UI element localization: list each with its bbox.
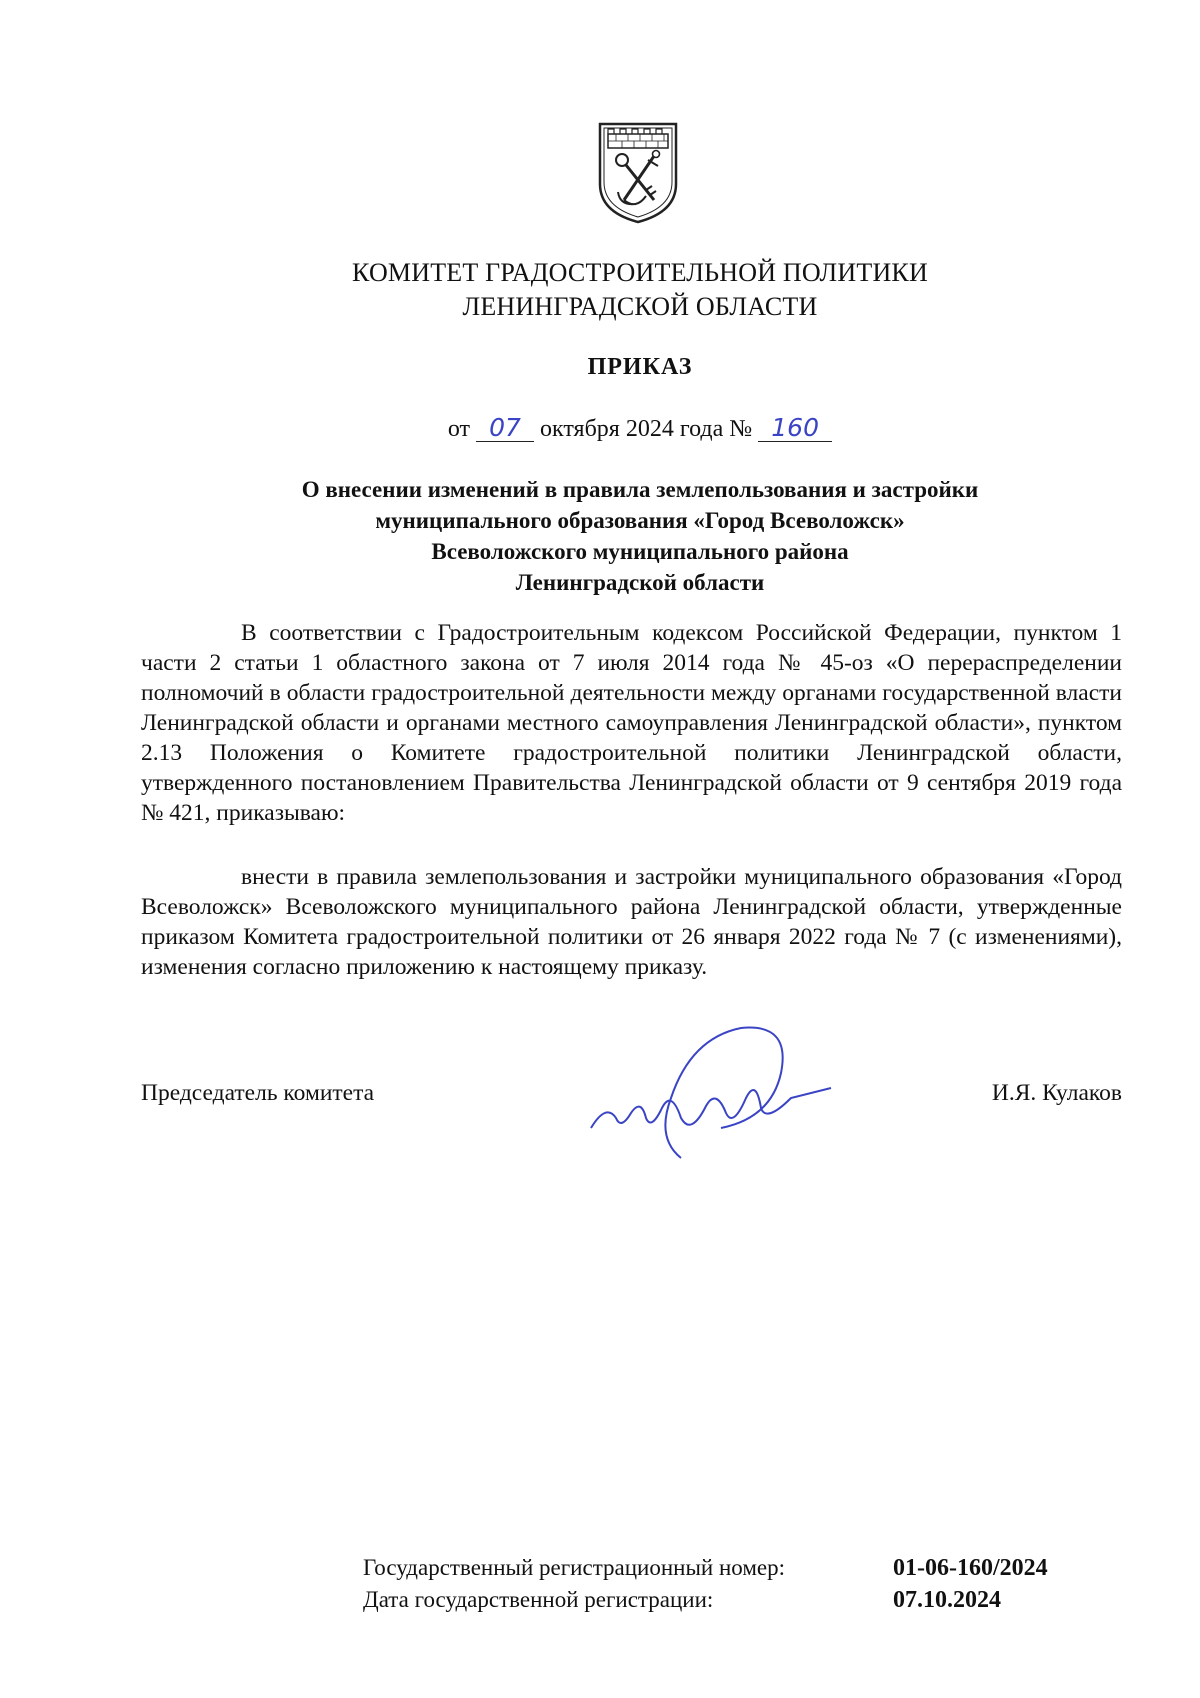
date-day: 07 bbox=[476, 415, 534, 442]
date-prefix: от bbox=[447, 416, 471, 442]
paragraph-text: внести в правила землепользования и застройки муниципального образования «Город Всеволожск» Всеволожского муниципального района Ленинградской области, утвержденные приказом Комитета градостроительной политики от 26 января 2022 года № 7 (с изменениями), изменения согласно приложению к настоящему приказу. bbox=[141, 864, 1122, 980]
registration-date-row bbox=[363, 1587, 1001, 1614]
committee-name-line2: ЛЕНИНГРАДСКОЙ ОБЛАСТИ bbox=[462, 292, 818, 321]
registration-number-value: 01-06-160/2024 bbox=[893, 1555, 1048, 1581]
committee-name-line1: КОМИТЕТ ГРАДОСТРОИТЕЛЬНОЙ ПОЛИТИКИ bbox=[352, 258, 928, 287]
body-paragraph-1 bbox=[141, 618, 1122, 828]
document-title bbox=[0, 474, 1200, 598]
registration-date-label: Дата государственной регистрации: bbox=[363, 1587, 714, 1612]
registration-number-label: Государственный регистрационный номер: bbox=[363, 1555, 786, 1580]
title-line: Всеволожского муниципального района bbox=[431, 539, 849, 564]
title-line: муниципального образования «Город Всеволожск» bbox=[375, 508, 905, 533]
title-line: О внесении изменений в правила землепользования и застройки bbox=[301, 477, 979, 502]
paragraph-text: В соответствии с Градостроительным кодексом Российской Федерации, пунктом 1 части 2 статьи 1 областного закона от 7 июля 2014 года № 45-оз «О перераспределении полномочий в области градостроительной деятельности между органами государственной власти Ленинградской области и органами местного самоуправления Ленинградской области», пунктом 2.13 Положения о Комитете градостроительной политики Ленинградской области, утвержденного постановлением Правительства Ленинградской области от 9 сентября 2019 года № 421, приказываю: bbox=[141, 620, 1122, 826]
registration-number-row bbox=[363, 1555, 1048, 1582]
body-paragraph-2 bbox=[141, 862, 1122, 982]
date-month-year: октября 2024 года № bbox=[540, 416, 753, 442]
coat-of-arms-icon bbox=[596, 120, 680, 226]
signer-name: И.Я. Кулаков bbox=[991, 1080, 1122, 1106]
title-line: Ленинградской области bbox=[515, 570, 765, 595]
document-date-line bbox=[0, 415, 1200, 443]
registration-date-value: 07.10.2024 bbox=[893, 1587, 1001, 1613]
document-number: 160 bbox=[758, 415, 832, 442]
signer-position: Председатель комитета bbox=[141, 1080, 375, 1106]
document-type: ПРИКАЗ bbox=[587, 354, 693, 380]
handwritten-signature bbox=[561, 1018, 841, 1168]
